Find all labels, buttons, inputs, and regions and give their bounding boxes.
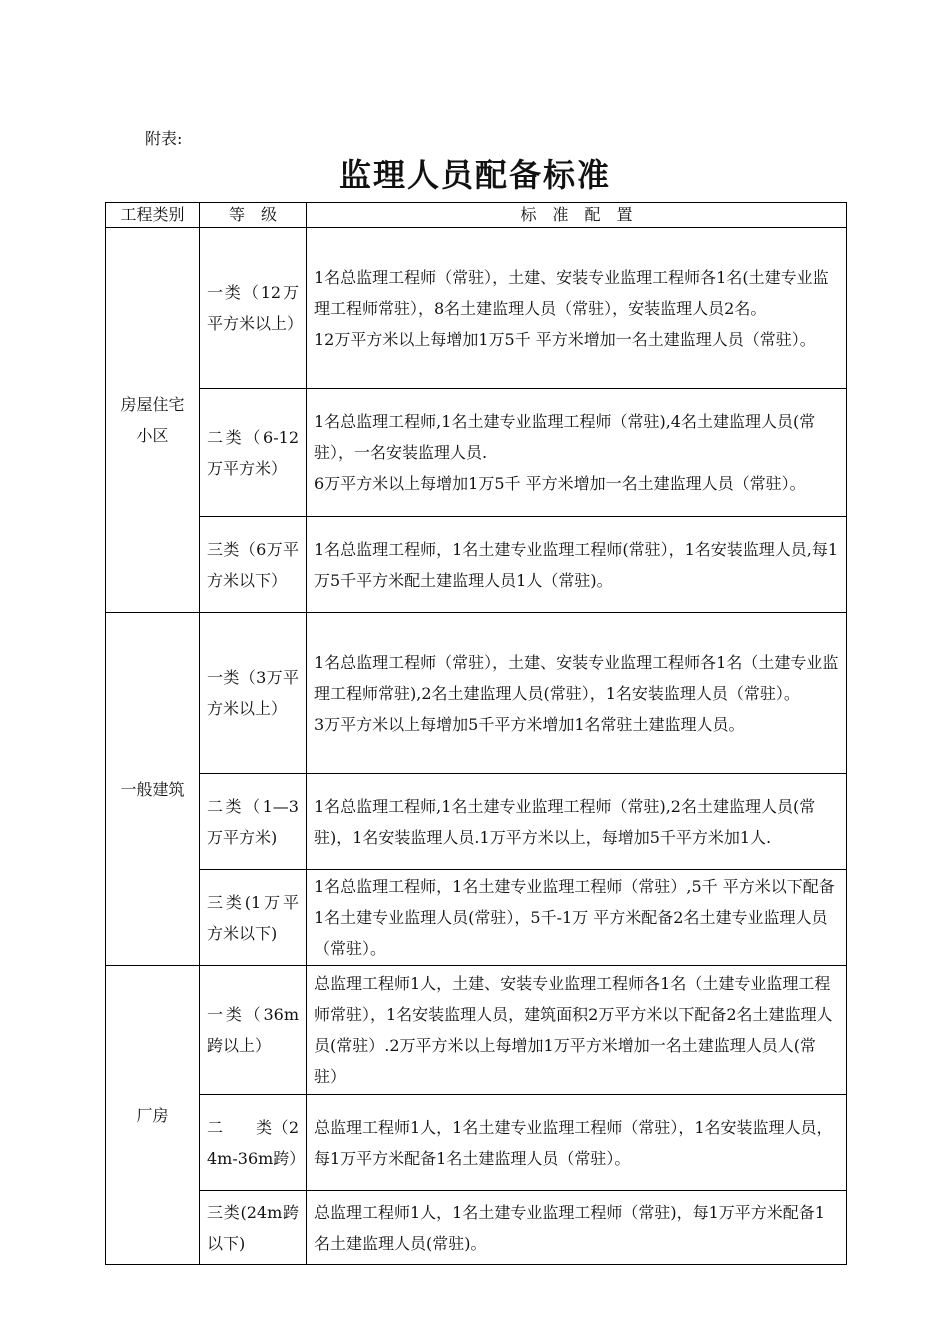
grade-cell: 二类（6-12万平方米） [200, 389, 307, 517]
table-row [106, 389, 847, 517]
table-row [106, 613, 847, 774]
header-category: 工程类别 [106, 203, 200, 228]
config-line: 1名总监理工程师，1名土建专业监理工程师(常驻），1名安装监理人员,每1万5千平方米配土建监理人员1人（常驻)。 [314, 539, 839, 590]
grade-cell: 一类（36m跨以上） [200, 966, 307, 1095]
config-line: 1名总监理工程师,1名土建专业监理工程师（常驻),4名土建监理人员(常驻），一名安装监理人员. [314, 412, 816, 462]
category-cell: 一般建筑 [106, 613, 200, 966]
staffing-standard-table [105, 202, 847, 1265]
grade-cell: 三类(24m跨以下) [200, 1191, 307, 1265]
appendix-label: 附表: [145, 129, 183, 148]
config-cell [307, 613, 847, 774]
grade-cell: 二 类（24m-36m跨） [200, 1095, 307, 1191]
table-header-row [106, 203, 847, 228]
table-row [106, 966, 847, 1095]
grade-cell: 一类（3万平方米以上） [200, 613, 307, 774]
config-cell [307, 517, 847, 613]
config-line: 1名总监理工程师,1名土建专业监理工程师（常驻),2名土建监理人员(常驻)，1名安装监理人员.1万平方米以上，每增加5千平方米加1人. [314, 796, 816, 847]
config-line: 总监理工程师1人，1名土建专业监理工程师（常驻），1名安装监理人员，每1万平方米配备1名土建监理人员（常驻）。 [314, 1117, 833, 1168]
category-cell: 厂房 [106, 966, 200, 1265]
config-line: 总监理工程师1人，1名土建专业监理工程师（常驻)，每1万平方米配备1名土建监理人员(常驻)。 [314, 1202, 825, 1253]
config-line: 1名总监理工程师（常驻），土建、安装专业监理工程师各1名（土建专业监理工程师常驻),2名土建监理人员(常驻），1名安装监理人员（常驻）。 [314, 652, 839, 703]
config-cell [307, 966, 847, 1095]
table-row [106, 1191, 847, 1265]
config-cell [307, 774, 847, 870]
grade-cell: 二类（1—3万平方米) [200, 774, 307, 870]
config-line: 12万平方米以上每增加1万5千 平方米增加一名土建监理人员（常驻）。 [314, 329, 816, 349]
table-row [106, 517, 847, 613]
config-line: 1名总监理工程师（常驻），土建、安装专业监理工程师各1名(土建专业监理工程师常驻），8名土建监理人员（常驻），安装监理人员2名。 [314, 267, 829, 318]
table-row [106, 870, 847, 966]
page-title: 监理人员配备标准 [338, 156, 611, 194]
config-cell [307, 228, 847, 389]
config-cell [307, 389, 847, 517]
grade-cell: 三类(1万平方米以下) [200, 870, 307, 966]
config-cell [307, 870, 847, 966]
config-line: 总监理工程师1人，土建、安装专业监理工程师各1名（土建专业监理工程师常驻），1名安装监理人员，建筑面积2万平方米以下配备2名土建监理人员(常驻）.2万平方米以上每增加1万平方米增加一名土建监理人员人(常驻） [314, 974, 833, 1086]
config-line: 3万平方米以上每增加5千平方米增加1名常驻土建监理人员。 [314, 714, 745, 734]
config-line: 6万平方米以上每增加1万5千 平方米增加一名土建监理人员（常驻）。 [314, 474, 806, 493]
table-row [106, 228, 847, 389]
grade-cell: 三类（6万平方米以下） [200, 517, 307, 613]
config-cell [307, 1095, 847, 1191]
header-grade: 等 级 [200, 203, 307, 228]
config-cell [307, 1191, 847, 1265]
table-row [106, 774, 847, 870]
table-row [106, 1095, 847, 1191]
config-line: 1名总监理工程师，1名土建专业监理工程师（常驻）,5千 平方米以下配备1名土建专业监理人员(常驻），5千-1万 平方米配备2名土建专业监理人员（常驻）。 [314, 877, 835, 958]
header-config: 标 准 配 置 [307, 203, 847, 228]
grade-cell: 一类（12万平方米以上） [200, 228, 307, 389]
category-cell: 房屋住宅小区 [106, 228, 200, 613]
